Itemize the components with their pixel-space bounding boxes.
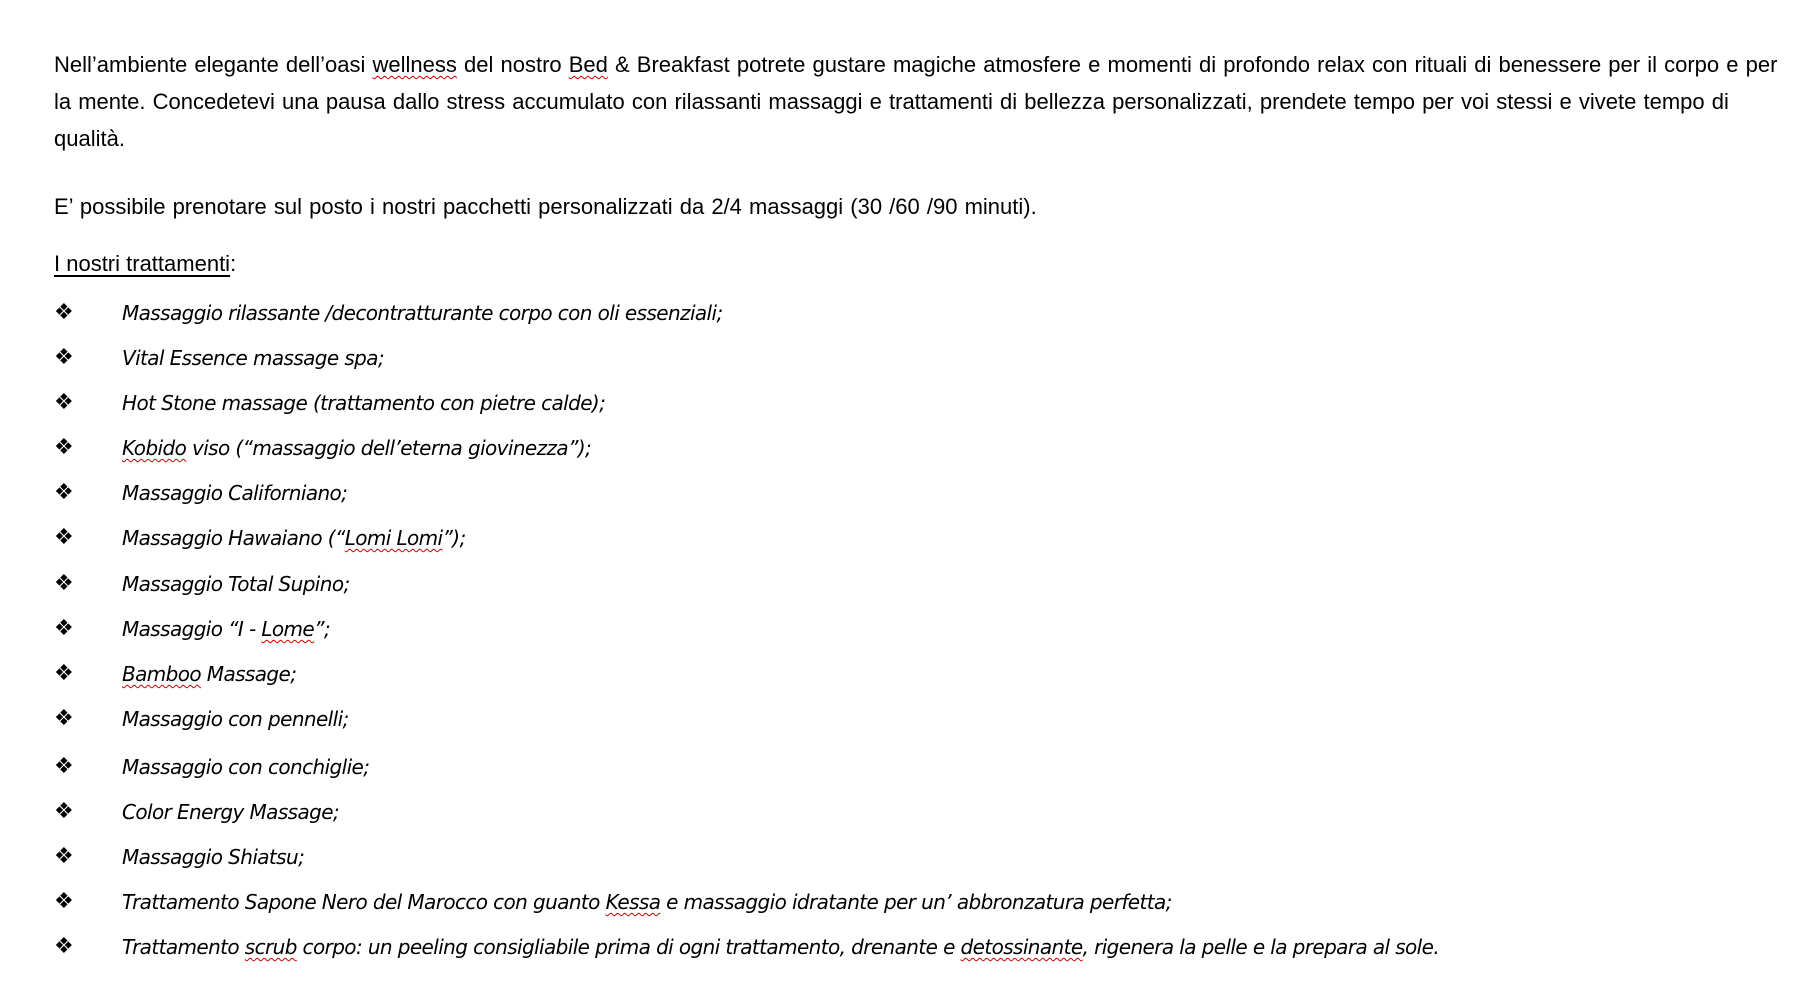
spellcheck-word: wellness xyxy=(372,52,457,77)
diamond-bullet-icon: ❖ xyxy=(54,345,74,370)
spellcheck-word: Bed xyxy=(568,52,608,77)
treatment-text xyxy=(122,477,347,509)
treatment-text-part: Trattamento Sapone Nero del Marocco con guanto xyxy=(122,890,606,914)
spellcheck-word: Lome xyxy=(261,617,315,641)
diamond-bullet-icon: ❖ xyxy=(54,799,74,824)
treatment-text xyxy=(122,342,384,374)
list-item xyxy=(54,522,1754,554)
treatment-text-part: Hot Stone massage (trattamento con pietre calde); xyxy=(122,391,606,415)
treatments-heading-text: I nostri trattamenti xyxy=(54,251,231,276)
treatment-text-part: ”; xyxy=(314,617,331,641)
treatment-text-part: Massaggio Californiano; xyxy=(122,481,348,505)
treatment-text-part: Massage; xyxy=(201,662,297,686)
treatment-text xyxy=(122,751,369,783)
treatment-text xyxy=(122,568,350,600)
diamond-bullet-icon: ❖ xyxy=(54,435,74,460)
list-item xyxy=(54,931,1754,963)
list-item xyxy=(54,342,1754,374)
treatment-text-part: Massaggio rilassante /decontratturante corpo con oli essenziali; xyxy=(122,301,723,325)
diamond-bullet-icon: ❖ xyxy=(54,934,74,959)
list-item xyxy=(54,297,1754,329)
intro-paragraph xyxy=(54,46,1784,157)
spellcheck-word: Kobido xyxy=(122,436,187,460)
diamond-bullet-icon: ❖ xyxy=(54,706,74,731)
diamond-bullet-icon: ❖ xyxy=(54,300,74,325)
diamond-bullet-icon: ❖ xyxy=(54,390,74,415)
diamond-bullet-icon: ❖ xyxy=(54,480,74,505)
treatment-text xyxy=(122,613,330,645)
list-item xyxy=(54,886,1754,918)
intro-text-3: & Breakfast potrete gustare magiche atmosfere e momenti di profondo relax con rituali di benessere per il corpo e per la mente. Concedetevi una pausa dallo stress accumulato con rilassanti massaggi e trattamenti di bellezza personalizzati, prendete tempo per voi stessi e vivete tempo di qualità. xyxy=(54,52,1778,151)
treatment-text-part: ”); xyxy=(442,526,466,550)
treatment-text-part: Color Energy Massage; xyxy=(122,800,340,824)
diamond-bullet-icon: ❖ xyxy=(54,889,74,914)
treatment-text-part: Massaggio “I - xyxy=(122,617,262,641)
treatment-text-part: viso (“massaggio dell’eterna giovinezza”); xyxy=(186,436,592,460)
list-item xyxy=(54,703,1754,735)
spellcheck-word: detossinante xyxy=(960,935,1083,959)
list-item xyxy=(54,796,1754,828)
treatment-text xyxy=(122,796,339,828)
diamond-bullet-icon: ❖ xyxy=(54,844,74,869)
treatment-text xyxy=(122,387,605,419)
spellcheck-word: scrub xyxy=(244,935,297,959)
treatment-text-part: Massaggio con conchiglie; xyxy=(122,755,370,779)
booking-paragraph: E’ possibile prenotare sul posto i nostri pacchetti personalizzati da 2/4 massaggi (30 /60 /90 minuti). xyxy=(54,194,1037,219)
treatments-heading-colon: : xyxy=(230,251,237,276)
intro-text-2: del nostro xyxy=(456,52,569,77)
list-item xyxy=(54,841,1754,873)
treatment-text-part: Massaggio Total Supino; xyxy=(122,572,350,596)
spellcheck-word: Bamboo xyxy=(122,662,202,686)
list-item xyxy=(54,432,1754,464)
list-item xyxy=(54,658,1754,690)
treatment-text-part: Massaggio con pennelli; xyxy=(122,707,349,731)
spellcheck-word: Lomi Lomi xyxy=(344,526,443,550)
treatment-text xyxy=(122,658,296,690)
treatment-text xyxy=(122,703,349,735)
diamond-bullet-icon: ❖ xyxy=(54,616,74,641)
diamond-bullet-icon: ❖ xyxy=(54,661,74,686)
diamond-bullet-icon: ❖ xyxy=(54,525,74,550)
intro-text-1: Nell’ambiente elegante dell’oasi xyxy=(54,52,373,77)
treatment-text-part: Vital Essence massage spa; xyxy=(122,346,385,370)
list-item xyxy=(54,387,1754,419)
spellcheck-word: Kessa xyxy=(605,890,661,914)
treatment-text-part: e massaggio idratante per un’ abbronzatura perfetta; xyxy=(660,890,1172,914)
diamond-bullet-icon: ❖ xyxy=(54,754,74,779)
diamond-bullet-icon: ❖ xyxy=(54,571,74,596)
treatment-text-part: , rigenera la pelle e la prepara al sole. xyxy=(1082,935,1440,959)
treatment-text xyxy=(122,432,591,464)
list-item xyxy=(54,751,1754,783)
treatment-text xyxy=(122,522,466,554)
list-item xyxy=(54,568,1754,600)
treatment-text-part: Massaggio Shiatsu; xyxy=(122,845,305,869)
treatment-text-part: Massaggio Hawaiano (“ xyxy=(122,526,345,550)
treatment-text-part: corpo: un peeling consigliabile prima di ogni trattamento, drenante e xyxy=(296,935,961,959)
treatment-text xyxy=(122,841,304,873)
list-item xyxy=(54,477,1754,509)
treatment-text xyxy=(122,297,723,329)
treatments-heading xyxy=(54,249,236,279)
treatment-text xyxy=(122,931,1439,963)
treatment-text xyxy=(122,886,1172,918)
treatment-text-part: Trattamento xyxy=(122,935,245,959)
list-item xyxy=(54,613,1754,645)
